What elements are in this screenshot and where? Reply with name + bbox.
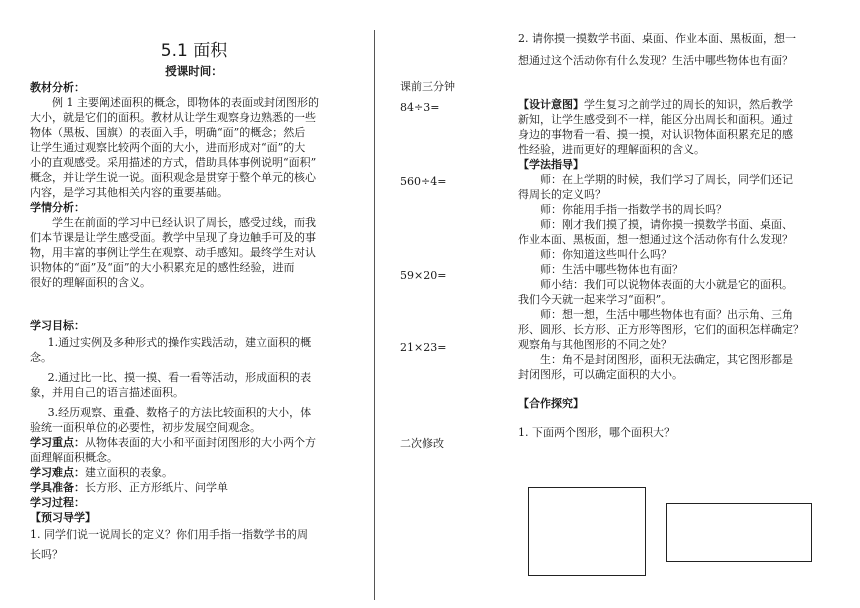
objective-3-cont: 验统一面积单位的必要性，初步发展空间观念。 — [30, 421, 261, 434]
key-point-label: 学习重点： — [30, 436, 85, 449]
tools-label: 学具准备： — [30, 481, 85, 494]
method-line: 师：你能用手指一指数学书的周长吗？ — [540, 203, 727, 216]
compare-shape-square — [528, 487, 646, 576]
method-line: 师：在上学期的时候，我们学习了周长，同学们还记 — [540, 173, 793, 186]
design-intent-line: 新知，让学生感受到不一样，能区分出周长和面积。通过 — [518, 113, 793, 126]
preview-question: 1. 同学们说一说周长的定义？你们用手指一指数学书的周 — [30, 528, 308, 541]
objective-2-cont: 象，并用自己的语言描述面积。 — [30, 386, 184, 399]
textbook-analysis-heading: 教材分析： — [30, 81, 85, 94]
exercise-1: 84÷3= — [400, 101, 440, 114]
objectives-section — [30, 318, 358, 565]
textbook-analysis-line: 例 1 主要阐述面积的概念，即物体的表面或封闭图形的 — [52, 96, 319, 109]
design-intent-line: 性经验，进而更好的理解面积的含义。 — [518, 143, 705, 156]
method-line: 形、圆形、长方形、正方形等图形，它们的面积怎样确定？ — [518, 323, 804, 336]
design-intent-label: 【设计意图】 — [518, 98, 584, 111]
design-intent-line: 身边的事物看一看、摸一摸，对认识物体面积累充足的感 — [518, 128, 793, 141]
column-divider — [374, 30, 375, 600]
objective-2: 2.通过比一比、摸一摸、看一看等活动，形成面积的表 — [47, 371, 312, 384]
objectives-heading: 学习目标： — [30, 319, 85, 332]
student-analysis-line: 物，用丰富的事例让学生在观察、动手感知。最终学生对认 — [30, 246, 316, 259]
preview-label: 【预习导学】 — [30, 511, 96, 524]
warmup-label: 课前三分钟 — [400, 80, 455, 93]
method-line: 师小结：我们可以说物体表面的大小就是它的面积。 — [540, 278, 793, 291]
class-time-label: 授课时间： — [165, 64, 223, 78]
key-point-text: 从物体表面的大小和平面封闭图形的大小两个方 — [85, 436, 316, 449]
right-column — [518, 26, 832, 440]
student-analysis-line: 学生在前面的学习中已经认识了周长，感受过线，而我 — [52, 216, 316, 229]
method-line: 师：生活中哪些物体也有面？ — [540, 263, 683, 276]
method-line: 观察角与其他图形的不同之处？ — [518, 338, 672, 351]
method-line: 作业本面、黑板面，想一想通过这个活动你有什么发现？ — [518, 233, 793, 246]
method-line: 师：刚才我们摸了摸，请你摸一摸数学书面、桌面、 — [540, 218, 793, 231]
difficulty-text: 建立面积的表象。 — [85, 466, 173, 479]
question-2-cont: 想通过这个活动你有什么发现？生活中哪些物体也有面？ — [518, 54, 793, 67]
preview-question-cont: 长吗？ — [30, 548, 63, 561]
textbook-analysis-line: 物体（黑板、国旗）的表面入手，明确“面”的概念；然后 — [30, 126, 306, 139]
method-line: 得周长的定义吗？ — [518, 188, 606, 201]
revision-label: 二次修改 — [400, 437, 444, 450]
objective-1: 1.通过实例及多种形式的操作实践活动，建立面积的概 — [47, 336, 312, 349]
method-line: 师：你知道这些叫什么吗？ — [540, 248, 672, 261]
textbook-analysis-line: 概念，并让学生说一说。面积观念是贯穿于整个单元的核心 — [30, 171, 316, 184]
exercise-3: 59×20= — [400, 269, 447, 282]
textbook-analysis-line: 内容，是学习其他相关内容的重要基础。 — [30, 186, 228, 199]
coop-label: 【合作探究】 — [518, 397, 584, 410]
method-line: 生：角不是封闭图形，面积无法确定，其它图形都是 — [540, 353, 793, 366]
coop-question-1: 1. 下面两个图形，哪个面积大？ — [518, 426, 675, 439]
textbook-analysis-section — [30, 80, 358, 290]
method-line: 师：想一想，生活中哪些物体也有面？出示角、三角 — [540, 308, 793, 321]
student-analysis-line: 们本节课是让学生感受面。教学中呈现了身边触手可及的事 — [30, 231, 316, 244]
student-analysis-line: 识物体的“面”及“面”的大小积累充足的感性经验，进而 — [30, 261, 295, 274]
question-2: 2. 请你摸一摸数学书面、桌面、作业本面、黑板面，想一 — [518, 32, 796, 45]
method-label: 【学法指导】 — [518, 158, 584, 171]
tools-text: 长方形、正方形纸片、问学单 — [85, 481, 228, 494]
textbook-analysis-line: 让学生通过观察比较两个面的大小，进而形成对“面”的大 — [30, 141, 306, 154]
textbook-analysis-line: 大小，就是它们的面积。教材从让学生观察身边熟悉的一些 — [30, 111, 316, 124]
method-line: 封闭图形，可以确定面积的大小。 — [518, 368, 683, 381]
process-label: 学习过程： — [30, 496, 85, 509]
difficulty-label: 学习难点： — [30, 466, 85, 479]
design-intent-text: 学生复习之前学过的周长的知识，然后教学 — [584, 98, 793, 111]
textbook-analysis-line: 小的直观感受。采用描述的方式，借助具体事例说明“面积” — [30, 156, 317, 169]
objective-3: 3.经历观察、重叠、数格子的方法比较面积的大小，体 — [47, 406, 312, 419]
page-title: 5.1 面积 — [160, 41, 228, 61]
objective-1-cont: 念。 — [30, 351, 52, 364]
exercise-4: 21×23= — [400, 341, 447, 354]
method-line: 我们今天就一起来学习“面积”。 — [518, 293, 673, 306]
compare-shape-rectangle — [666, 503, 812, 562]
exercise-2: 560÷4= — [400, 175, 447, 188]
student-analysis-heading: 学情分析： — [30, 201, 85, 214]
student-analysis-line: 很好的理解面积的含义。 — [30, 276, 151, 289]
key-point-text-cont: 面理解面积概念。 — [30, 451, 118, 464]
